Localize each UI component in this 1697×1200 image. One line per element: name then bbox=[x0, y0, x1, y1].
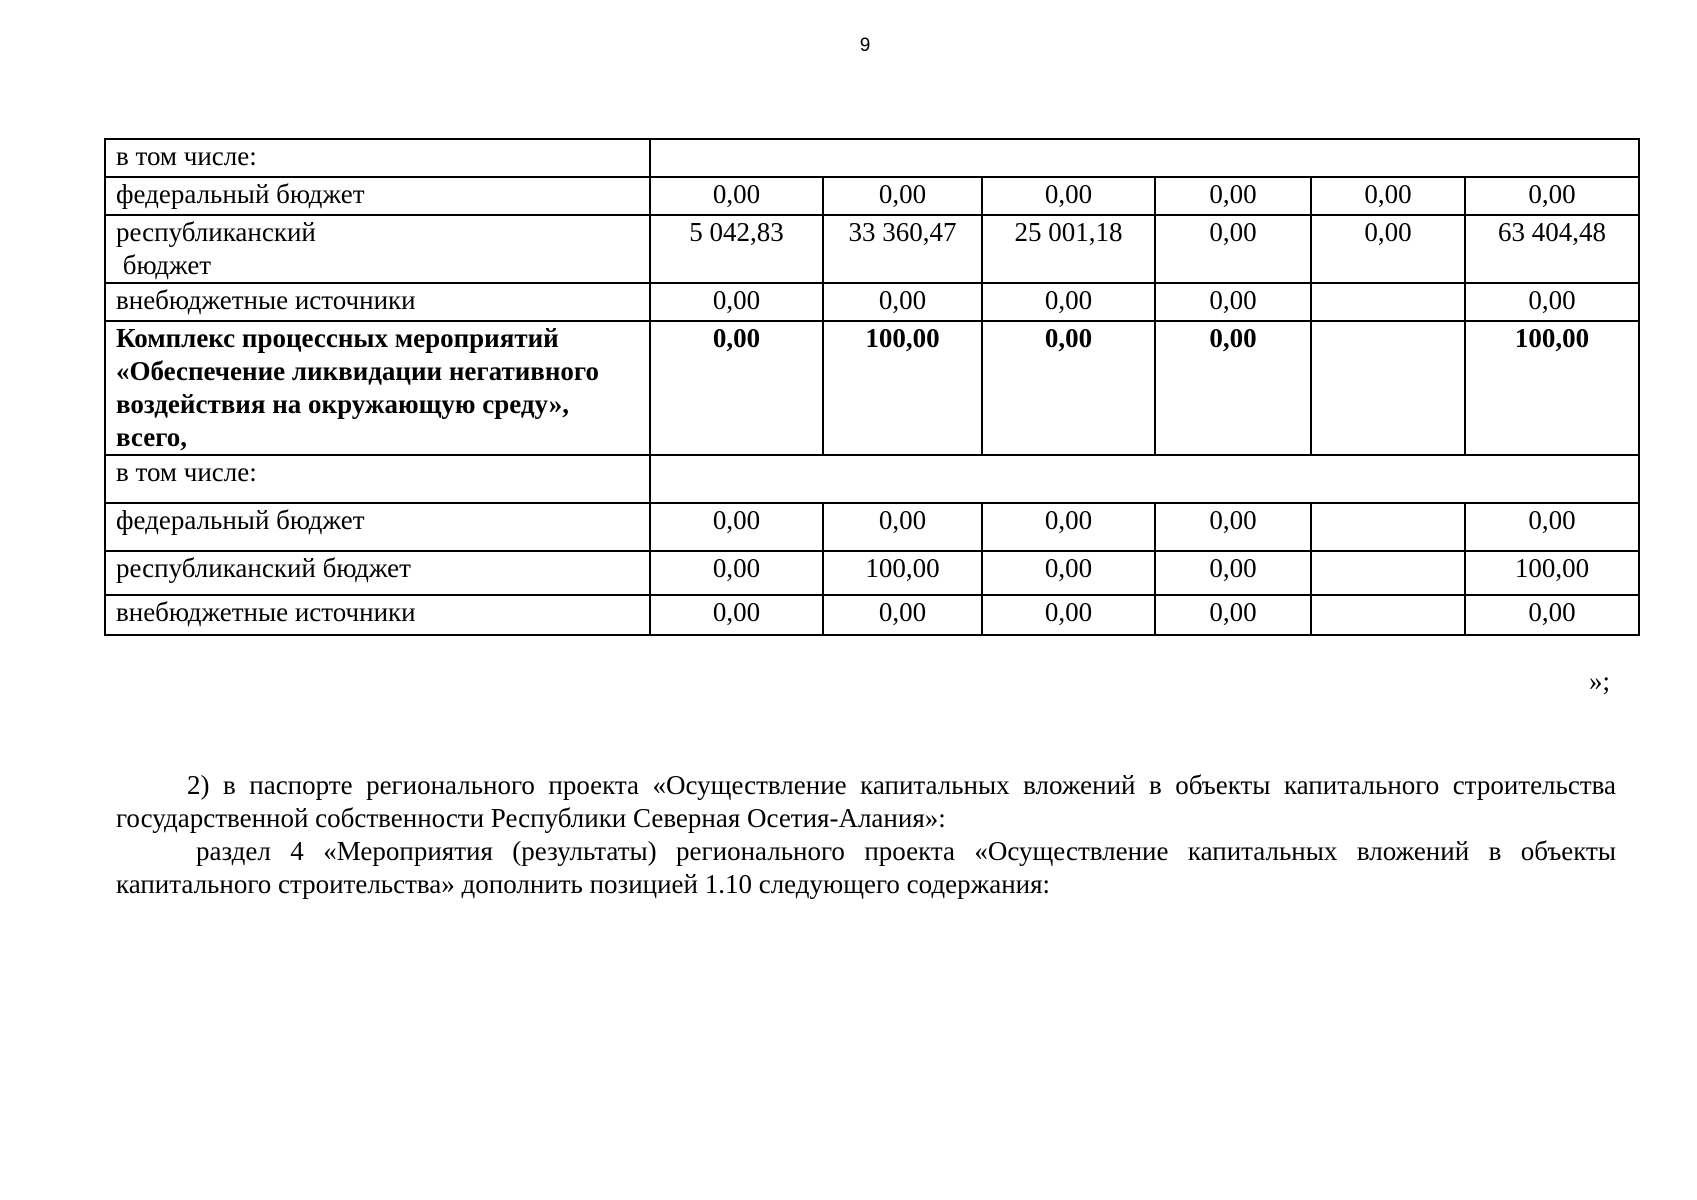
row-label: внебюджетные источники bbox=[105, 595, 650, 635]
table-cell: 0,00 bbox=[1155, 551, 1311, 595]
amendment-text bbox=[116, 769, 1616, 901]
table-cell: 0,00 bbox=[1155, 283, 1311, 321]
table-cell: 0,00 bbox=[650, 595, 823, 635]
row-label bbox=[105, 321, 650, 455]
table-cell: 0,00 bbox=[650, 177, 823, 215]
table-row bbox=[105, 595, 1639, 635]
table-row bbox=[105, 215, 1639, 283]
table-cell: 0,00 bbox=[1155, 595, 1311, 635]
table-cell: 0,00 bbox=[1311, 177, 1465, 215]
table-cell bbox=[1311, 503, 1465, 551]
table-cell: 25 001,18 bbox=[982, 215, 1155, 283]
table-cell: 0,00 bbox=[982, 595, 1155, 635]
table-cell: 0,00 bbox=[1155, 321, 1311, 455]
merged-cell bbox=[650, 139, 1639, 177]
table-cell: 0,00 bbox=[1311, 215, 1465, 283]
table-cell: 0,00 bbox=[1465, 177, 1639, 215]
amendment-paragraph: раздел 4 «Мероприятия (результаты) регионального проекта «Осуществление капитальных вложений в объекты капитального строительства» дополнить позицией 1.10 следующего содержания: bbox=[116, 836, 1616, 899]
row-label-line: «Обеспечение ликвидации негативного bbox=[116, 356, 599, 386]
table-row bbox=[105, 503, 1639, 551]
table-cell bbox=[1311, 595, 1465, 635]
table-row bbox=[105, 139, 1639, 177]
row-label: в том числе: bbox=[105, 455, 650, 503]
table-cell: 0,00 bbox=[823, 177, 982, 215]
table-cell: 5 042,83 bbox=[650, 215, 823, 283]
row-label: республиканский бюджет bbox=[105, 551, 650, 595]
table-cell: 33 360,47 bbox=[823, 215, 982, 283]
table-cell: 0,00 bbox=[1465, 595, 1639, 635]
table-cell: 0,00 bbox=[1465, 283, 1639, 321]
table-cell: 0,00 bbox=[982, 503, 1155, 551]
closing-quote: »; bbox=[1589, 666, 1611, 696]
row-label-line: бюджет bbox=[116, 250, 212, 280]
table-cell: 0,00 bbox=[650, 283, 823, 321]
table-cell: 100,00 bbox=[823, 321, 982, 455]
table-cell bbox=[1311, 321, 1465, 455]
row-label: федеральный бюджет bbox=[105, 177, 650, 215]
amendment-paragraph: 2) в паспорте регионального проекта «Осуществление капитальных вложений в объекты капитального строительства государственной собственности Республики Северная Осетия-Алания»: bbox=[116, 770, 1616, 833]
table-cell: 0,00 bbox=[823, 283, 982, 321]
table-cell: 0,00 bbox=[1155, 177, 1311, 215]
table-cell: 0,00 bbox=[823, 503, 982, 551]
table-cell: 0,00 bbox=[982, 551, 1155, 595]
merged-cell bbox=[650, 455, 1639, 503]
row-label: федеральный бюджет bbox=[105, 503, 650, 551]
row-label-line: воздействия на окружающую среду», bbox=[116, 389, 569, 419]
table-cell: 100,00 bbox=[1465, 551, 1639, 595]
page-number: 9 bbox=[859, 35, 871, 56]
table-row bbox=[105, 283, 1639, 321]
row-label: в том числе: bbox=[105, 139, 650, 177]
row-label-line: Комплекс процессных мероприятий bbox=[116, 323, 559, 353]
table-cell: 100,00 bbox=[823, 551, 982, 595]
table-cell: 0,00 bbox=[650, 321, 823, 455]
table-cell: 0,00 bbox=[982, 283, 1155, 321]
table-cell: 0,00 bbox=[1155, 503, 1311, 551]
table-cell: 0,00 bbox=[1465, 503, 1639, 551]
table-row bbox=[105, 551, 1639, 595]
table-cell: 0,00 bbox=[823, 595, 982, 635]
table-cell bbox=[1311, 551, 1465, 595]
row-label-line: республиканский bbox=[116, 217, 316, 247]
budget-table bbox=[104, 138, 1640, 636]
table-cell: 0,00 bbox=[650, 503, 823, 551]
table-cell: 0,00 bbox=[1155, 215, 1311, 283]
row-label-line: всего, bbox=[116, 422, 188, 452]
table-cell: 0,00 bbox=[650, 551, 823, 595]
table-cell: 0,00 bbox=[982, 177, 1155, 215]
table-cell: 63 404,48 bbox=[1465, 215, 1639, 283]
table-row-complex-total bbox=[105, 321, 1639, 455]
table-row bbox=[105, 177, 1639, 215]
table-cell: 0,00 bbox=[982, 321, 1155, 455]
table-cell: 100,00 bbox=[1465, 321, 1639, 455]
table-cell bbox=[1311, 283, 1465, 321]
row-label: внебюджетные источники bbox=[105, 283, 650, 321]
row-label bbox=[105, 215, 650, 283]
table-row bbox=[105, 455, 1639, 503]
